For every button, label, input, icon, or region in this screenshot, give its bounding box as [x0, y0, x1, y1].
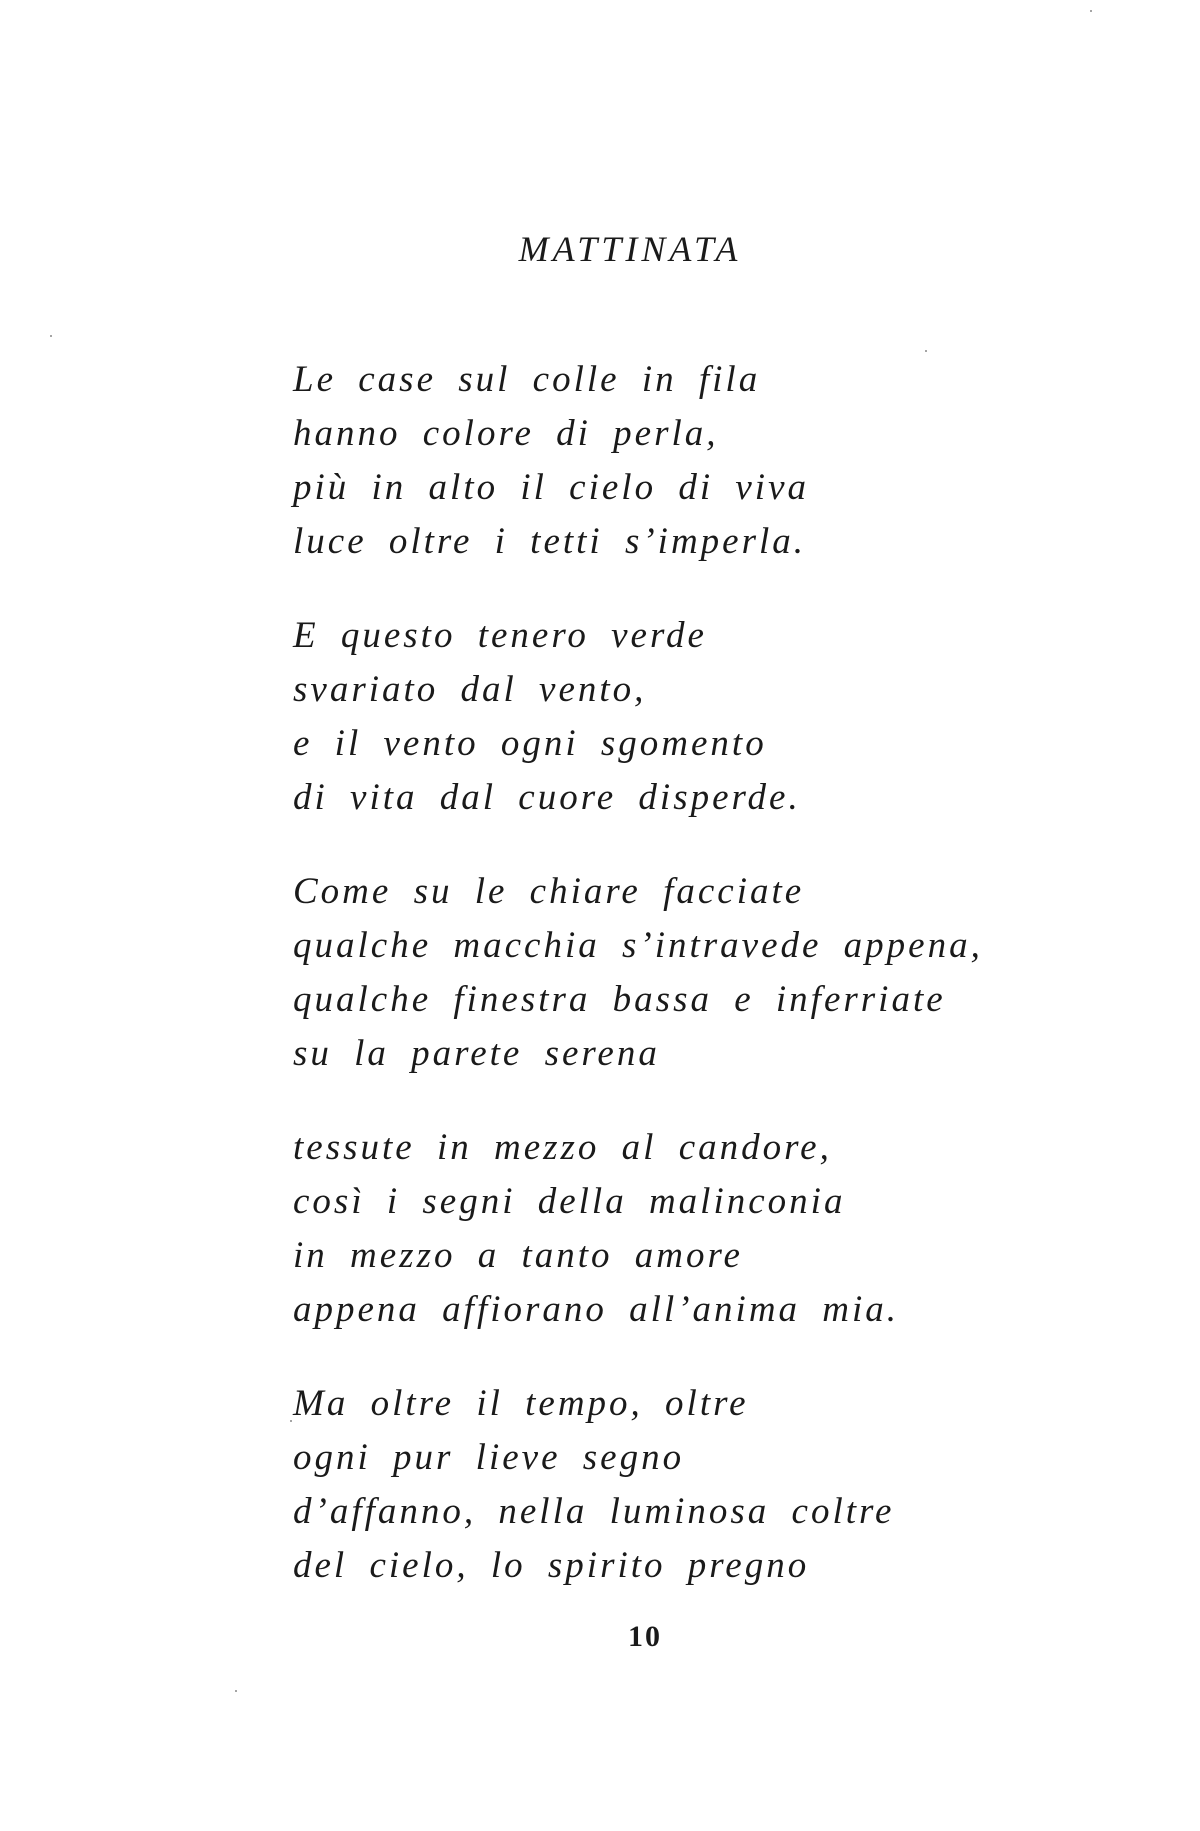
scan-speck — [235, 1690, 237, 1692]
page-number: 10 — [628, 1620, 662, 1653]
stanza-2 — [293, 609, 1053, 825]
verse-line: Come su le chiare facciate — [293, 871, 805, 912]
verse-line: di vita dal cuore disperde. — [293, 777, 801, 818]
verse-line: più in alto il cielo di viva — [293, 467, 809, 508]
verse-line: su la parete serena — [293, 1033, 660, 1074]
scan-speck — [1090, 10, 1092, 12]
verse-line: luce oltre i tetti s’imperla. — [293, 521, 807, 562]
stanza-4 — [293, 1121, 1053, 1337]
scan-speck — [290, 1420, 292, 1422]
verse-line: svariato dal vento, — [293, 669, 647, 710]
scan-speck — [50, 335, 52, 337]
verse-line: E questo tenero verde — [293, 615, 707, 656]
stanza-5 — [293, 1377, 1053, 1593]
verse-line: in mezzo a tanto amore — [293, 1235, 743, 1276]
verse-line: ogni pur lieve segno — [293, 1437, 685, 1478]
stanza-1 — [293, 353, 1053, 569]
verse-line: qualche macchia s’intravede appena, — [293, 925, 983, 966]
verse-line: appena affiorano all’anima mia. — [293, 1289, 900, 1330]
scan-speck — [925, 350, 927, 352]
verse-line: e il vento ogni sgomento — [293, 723, 767, 764]
verse-line: così i segni della malinconia — [293, 1181, 846, 1222]
verse-line: Ma oltre il tempo, oltre — [293, 1383, 749, 1424]
verse-line: hanno colore di perla, — [293, 413, 719, 454]
verse-line: del cielo, lo spirito pregno — [293, 1545, 810, 1586]
verse-line: d’affanno, nella luminosa coltre — [293, 1491, 895, 1532]
verse-line: qualche finestra bassa e inferriate — [293, 979, 946, 1020]
poem-body — [293, 353, 1053, 1633]
verse-line: Le case sul colle in fila — [293, 359, 761, 400]
stanza-3 — [293, 865, 1053, 1081]
poem-title: MATTINATA — [518, 229, 742, 269]
verse-line: tessute in mezzo al candore, — [293, 1127, 832, 1168]
